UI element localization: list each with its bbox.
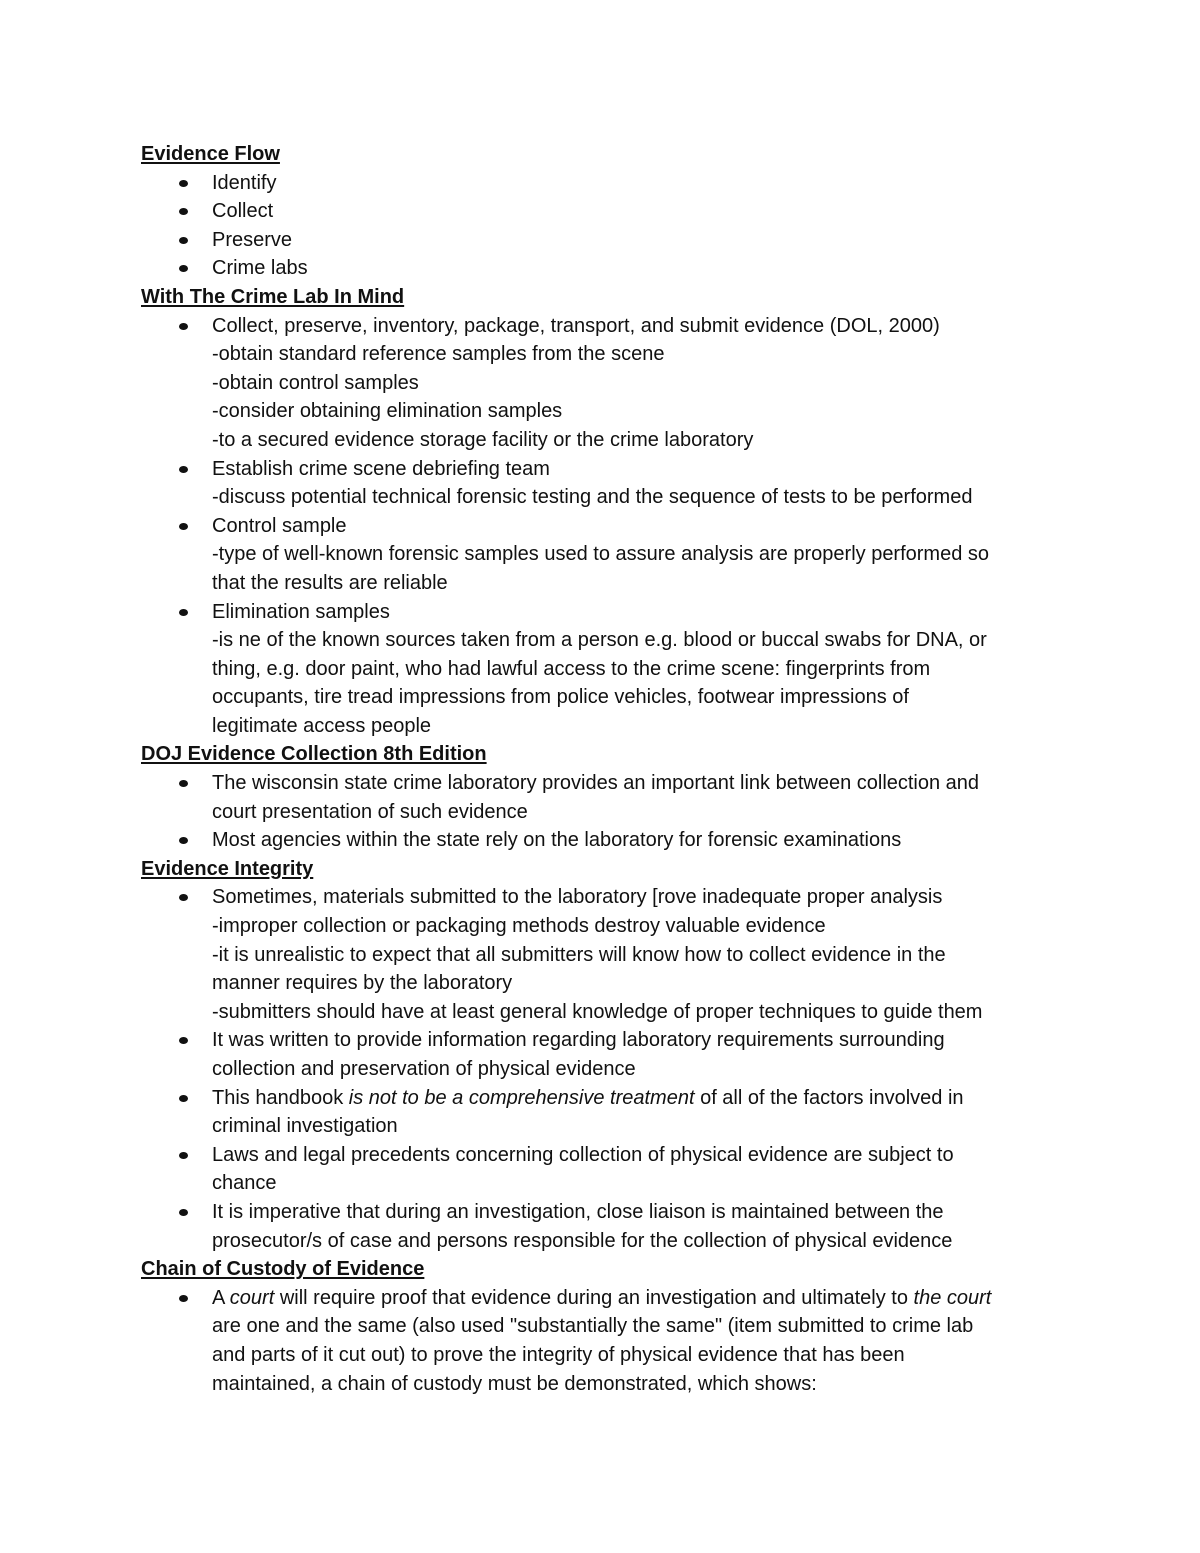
bullet-list — [141, 769, 1071, 855]
bullet-subtext: thing, e.g. door paint, who had lawful access to the crime scene: fingerprints from — [212, 657, 931, 680]
bullet-icon — [179, 609, 188, 616]
section-heading: Evidence Integrity — [141, 857, 314, 880]
bullet-text — [212, 1284, 1071, 1313]
bullet-icon — [179, 894, 188, 901]
bullet-icon — [179, 523, 188, 530]
bullet-item — [141, 1026, 1071, 1083]
bullet-icon — [179, 780, 188, 787]
bullet-text: Sometimes, materials submitted to the laboratory [rove inadequate proper analysis — [212, 886, 943, 909]
bullet-subtext: prosecutor/s of case and persons responsible for the collection of physical evidence — [212, 1229, 953, 1252]
bullet-text: The wisconsin state crime laboratory provides an important link between collection and — [212, 772, 980, 795]
bullet-text: Laws and legal precedents concerning collection of physical evidence are subject to — [212, 1143, 954, 1166]
bullet-text: Crime labs — [212, 257, 308, 280]
bullet-icon — [179, 323, 188, 330]
bullet-list — [141, 883, 1071, 1255]
bullet-subtext: are one and the same (also used "substantially the same" (item submitted to crime lab — [212, 1315, 974, 1338]
bullet-item — [141, 769, 1071, 826]
bullet-text — [212, 1084, 1071, 1113]
bullet-subtext: manner requires by the laboratory — [212, 972, 513, 995]
bullet-icon — [179, 1095, 188, 1102]
bullet-subtext: -obtain control samples — [212, 371, 419, 394]
bullet-icon — [179, 1152, 188, 1159]
bullet-subtext: -to a secured evidence storage facility or the crime laboratory — [212, 428, 754, 451]
bullet-text: Collect — [212, 200, 274, 223]
italic-text: court — [229, 1286, 275, 1309]
bullet-text: Establish crime scene debriefing team — [212, 457, 550, 480]
bullet-subtext: -is ne of the known sources taken from a person e.g. blood or buccal swabs for DNA, or — [212, 629, 987, 652]
section-heading: Chain of Custody of Evidence — [141, 1258, 425, 1281]
bullet-text: Identify — [212, 171, 277, 194]
bullet-icon — [179, 237, 188, 244]
bullet-icon — [179, 1295, 188, 1302]
bullet-subtext: chance — [212, 1172, 277, 1195]
bullet-subtext: collection and preservation of physical evidence — [212, 1058, 636, 1080]
bullet-subtext: occupants, tire tread impressions from police vehicles, footwear impressions of — [212, 686, 909, 709]
bullet-item — [141, 455, 1071, 512]
bullet-list — [141, 312, 1071, 741]
bullet-item — [141, 1084, 1071, 1141]
bullet-list — [141, 169, 1071, 283]
bullet-list — [141, 1284, 1071, 1398]
bullet-item — [141, 1198, 1071, 1255]
bullet-subtext: criminal investigation — [212, 1115, 398, 1138]
bullet-subtext: -it is unrealistic to expect that all submitters will know how to collect evidence in the — [212, 943, 946, 966]
bullet-icon — [179, 180, 188, 187]
text-run: will require proof that evidence during an investigation and ultimately to — [274, 1286, 914, 1309]
bullet-icon — [179, 208, 188, 215]
bullet-subtext: -type of well-known forensic samples used to assure analysis are properly performed so — [212, 543, 990, 566]
bullet-subtext: legitimate access people — [212, 714, 432, 737]
bullet-icon — [179, 1037, 188, 1044]
text-run: of all of the factors involved in — [694, 1086, 964, 1109]
bullet-subtext: -submitters should have at least general knowledge of proper techniques to guide them — [212, 1000, 983, 1023]
bullet-subtext: that the results are reliable — [212, 571, 448, 594]
section-heading: With The Crime Lab In Mind — [141, 285, 405, 308]
bullet-text: It is imperative that during an investigation, close liaison is maintained between the — [212, 1200, 944, 1223]
bullet-text: Preserve — [212, 228, 293, 251]
bullet-item — [141, 226, 1071, 255]
bullet-item — [141, 883, 1071, 1026]
bullet-item — [141, 197, 1071, 226]
bullet-icon — [179, 837, 188, 844]
text-run: This handbook — [212, 1086, 349, 1109]
bullet-item — [141, 512, 1071, 598]
document-page — [141, 140, 1071, 1398]
text-run: A — [212, 1286, 230, 1309]
bullet-text: Elimination samples — [212, 600, 390, 623]
section-heading: Evidence Flow — [141, 143, 280, 165]
bullet-item — [141, 312, 1071, 455]
bullet-subtext: court presentation of such evidence — [212, 800, 528, 823]
bullet-item — [141, 1284, 1071, 1398]
bullet-item — [141, 254, 1071, 283]
bullet-icon — [179, 1209, 188, 1216]
bullet-text: Control sample — [212, 514, 347, 537]
italic-text: the court — [913, 1286, 992, 1309]
bullet-icon — [179, 466, 188, 473]
bullet-text: Collect, preserve, inventory, package, transport, and submit evidence (DOL, 2000) — [212, 314, 940, 337]
bullet-item — [141, 598, 1071, 741]
bullet-subtext: -consider obtaining elimination samples — [212, 400, 563, 423]
section-heading: DOJ Evidence Collection 8th Edition — [141, 743, 487, 766]
bullet-icon — [179, 265, 188, 272]
bullet-item — [141, 1141, 1071, 1198]
bullet-subtext: -obtain standard reference samples from the scene — [212, 343, 665, 366]
bullet-subtext: and parts of it cut out) to prove the integrity of physical evidence that has been — [212, 1343, 905, 1366]
bullet-item — [141, 826, 1071, 855]
bullet-text: Most agencies within the state rely on the laboratory for forensic examinations — [212, 829, 902, 852]
bullet-subtext: -discuss potential technical forensic testing and the sequence of tests to be performed — [212, 486, 973, 509]
bullet-text: It was written to provide information regarding laboratory requirements surrounding — [212, 1029, 945, 1052]
bullet-item — [141, 169, 1071, 198]
bullet-subtext: -improper collection or packaging methods destroy valuable evidence — [212, 915, 826, 938]
italic-text: is not to be a comprehensive treatment — [348, 1086, 695, 1109]
bullet-subtext: maintained, a chain of custody must be demonstrated, which shows: — [212, 1372, 817, 1395]
